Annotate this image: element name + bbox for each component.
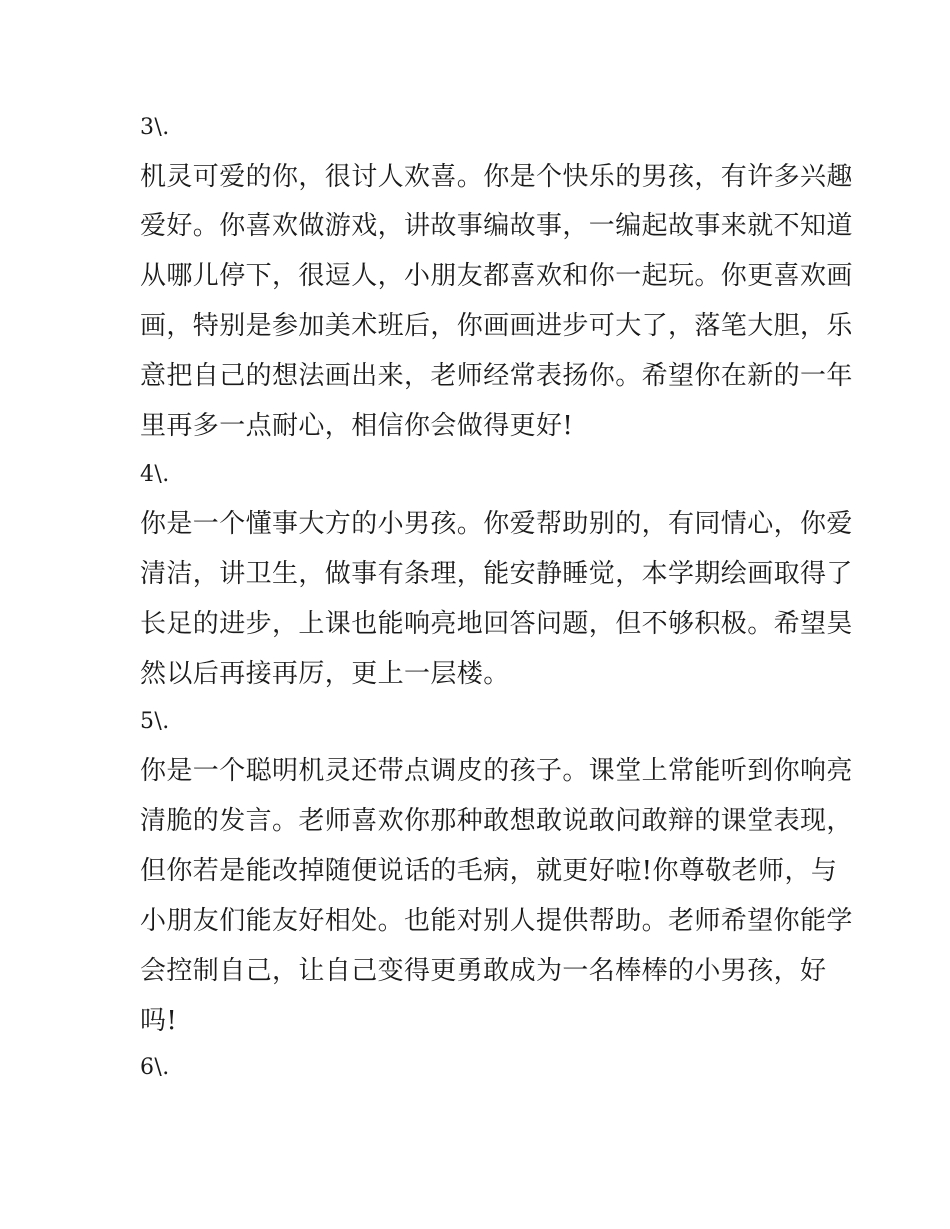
paragraph-line: 清脆的发言。老师喜欢你那种敢想敢说敢问敢辩的课堂表现， [140, 806, 853, 836]
paragraph-line: 画，特别是参加美术班后，你画画进步可大了，落笔大胆，乐 [140, 311, 853, 341]
paragraph-line: 机灵可爱的你，很讨人欢喜。你是个快乐的男孩，有许多兴趣 [140, 162, 853, 192]
paragraph-line: 意把自己的想法画出来，老师经常表扬你。希望你在新的一年 [140, 361, 853, 391]
paragraph-line: 从哪儿停下，很逗人，小朋友都喜欢和你一起玩。你更喜欢画 [140, 261, 853, 291]
item-number-5: 5\. [140, 709, 170, 734]
paragraph-line: 爱好。你喜欢做游戏，讲故事编故事，一编起故事来就不知道 [140, 211, 853, 241]
paragraph-line: 你是一个聪明机灵还带点调皮的孩子。课堂上常能听到你响亮 [140, 756, 853, 786]
paragraph-line: 会控制自己，让自己变得更勇敢成为一名棒棒的小男孩，好 [140, 956, 827, 986]
paragraph-line: 吗! [140, 1006, 178, 1036]
paragraph-line: 然以后再接再厉，更上一层楼。 [140, 659, 510, 689]
paragraph-line: 小朋友们能友好相处。也能对别人提供帮助。老师希望你能学 [140, 906, 853, 936]
paragraph-line: 你是一个懂事大方的小男孩。你爱帮助别的，有同情心，你爱 [140, 509, 853, 539]
item-number-3: 3\. [140, 115, 170, 140]
paragraph-line: 清洁，讲卫生，做事有条理，能安静睡觉，本学期绘画取得了 [140, 559, 853, 589]
paragraph-line: 里再多一点耐心，相信你会做得更好! [140, 411, 574, 441]
item-number-4: 4\. [140, 462, 170, 487]
paragraph-line: 长足的进步，上课也能响亮地回答问题，但不够积极。希望昊 [140, 609, 853, 639]
paragraph-line: 但你若是能改掉随便说话的毛病，就更好啦!你尊敬老师，与 [140, 856, 838, 886]
item-number-6: 6\. [140, 1055, 170, 1080]
